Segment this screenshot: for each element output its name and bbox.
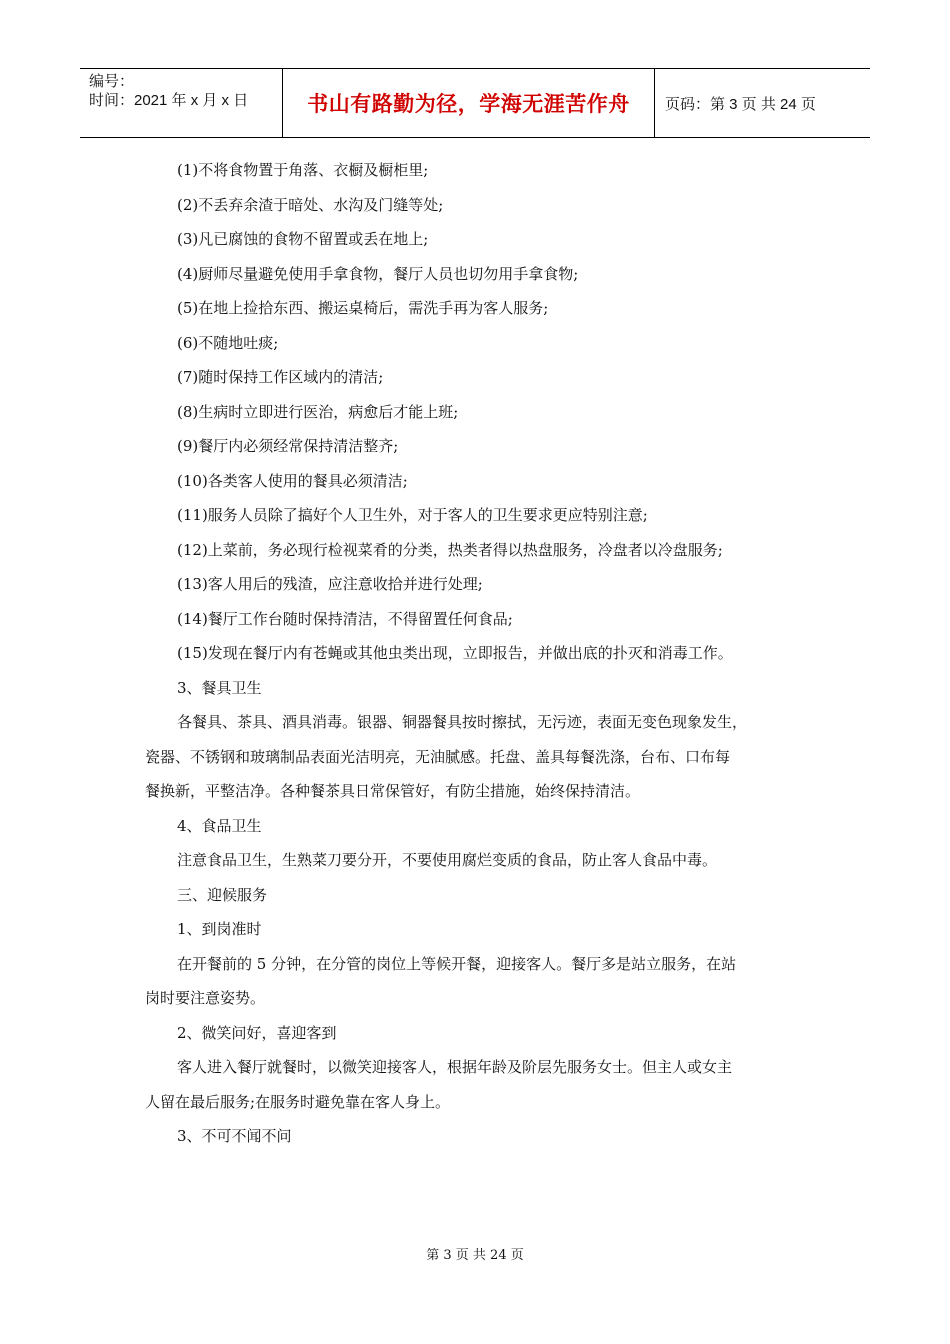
list-item: (15)发现在餐厅内有苍蝇或其他虫类出现，立即报告，并做出底的扑灭和消毒工作。 [177,644,733,662]
list-item: (11)服务人员除了搞好个人卫生外，对于客人的卫生要求更应特别注意; [177,506,648,524]
paragraph-line: 在开餐前的 5 分钟，在分管的岗位上等候开餐，迎接客人。餐厅多是站立服务，在站 [177,954,737,973]
header-page-cell [655,69,870,137]
list-item: (1)不将食物置于角落、衣橱及橱柜里; [177,161,429,179]
list-item: (8)生病时立即进行医治，病愈后才能上班; [177,402,459,421]
section-heading: 4、食品卫生 [177,816,262,835]
footer-page-number: 第 3 页 共 24 页 [426,1248,524,1263]
header-page-label: 页码：第 3 页 共 24 页 [665,95,816,113]
document-body [145,153,810,1154]
page-footer [0,1244,950,1263]
paragraph-line: 餐换新，平整洁净。各种餐茶具日常保管好，有防尘措施，始终保持清洁。 [145,782,641,800]
list-item: (7)随时保持工作区域内的清洁; [177,368,384,386]
list-item: (4)厨师尽量避免使用手拿食物，餐厅人员也切勿用手拿食物; [177,264,579,283]
section-heading: 3、不可不闻不问 [177,1127,292,1145]
list-item: (5)在地上捡拾东西、搬运桌椅后，需洗手再为客人服务; [177,299,549,317]
doc-date-label: 时间：2021 年 x 月 x 日 [89,92,249,109]
paragraph-line: 客人进入餐厅就餐时，以微笑迎接客人，根据年龄及阶层先服务女士。但主人或女主 [177,1058,733,1076]
list-item: (14)餐厅工作台随时保持清洁，不得留置任何食品; [177,609,513,628]
header-motto-cell [282,69,655,137]
section-heading: 2、微笑问好，喜迎客到 [177,1023,337,1042]
paragraph-line: 各餐具、茶具、酒具消毒。银器、铜器餐具按时擦拭，无污迹，表面无变色现象发生， [177,713,748,731]
section-heading: 1、到岗准时 [177,920,262,938]
section-heading: 3、餐具卫生 [177,678,262,697]
paragraph-line: 注意食品卫生，生熟菜刀要分开，不要使用腐烂变质的食品，防止客人食品中毒。 [177,851,718,869]
list-item: (6)不随地吐痰; [177,333,279,352]
header-motto: 书山有路勤为径，学海无涯苦作舟 [307,92,630,116]
section-heading: 三、迎候服务 [177,885,268,904]
list-item: (13)客人用后的残渣，应注意收拾并进行处理; [177,575,483,593]
page-header [80,68,870,138]
paragraph-line: 岗时要注意姿势。 [145,989,266,1007]
list-item: (9)餐厅内必须经常保持清洁整齐; [177,437,399,455]
list-item: (3)凡已腐蚀的食物不留置或丢在地上; [177,230,429,248]
paragraph-line: 人留在最后服务;在服务时避免靠在客人身上。 [145,1092,451,1111]
list-item: (12)上菜前，务必现行检视菜肴的分类，热类者得以热盘服务，冷盘者以冷盘服务; [177,540,723,559]
doc-number-label: 编号： [89,73,135,90]
list-item: (2)不丢弃余渣于暗处、水沟及门缝等处; [177,195,444,214]
paragraph-line: 瓷器、不锈钢和玻璃制品表面光洁明亮，无油腻感。托盘、盖具每餐洗涤，台布、口布每 [145,747,731,766]
list-item: (10)各类客人使用的餐具必须清洁; [177,471,408,490]
header-meta [80,69,282,137]
